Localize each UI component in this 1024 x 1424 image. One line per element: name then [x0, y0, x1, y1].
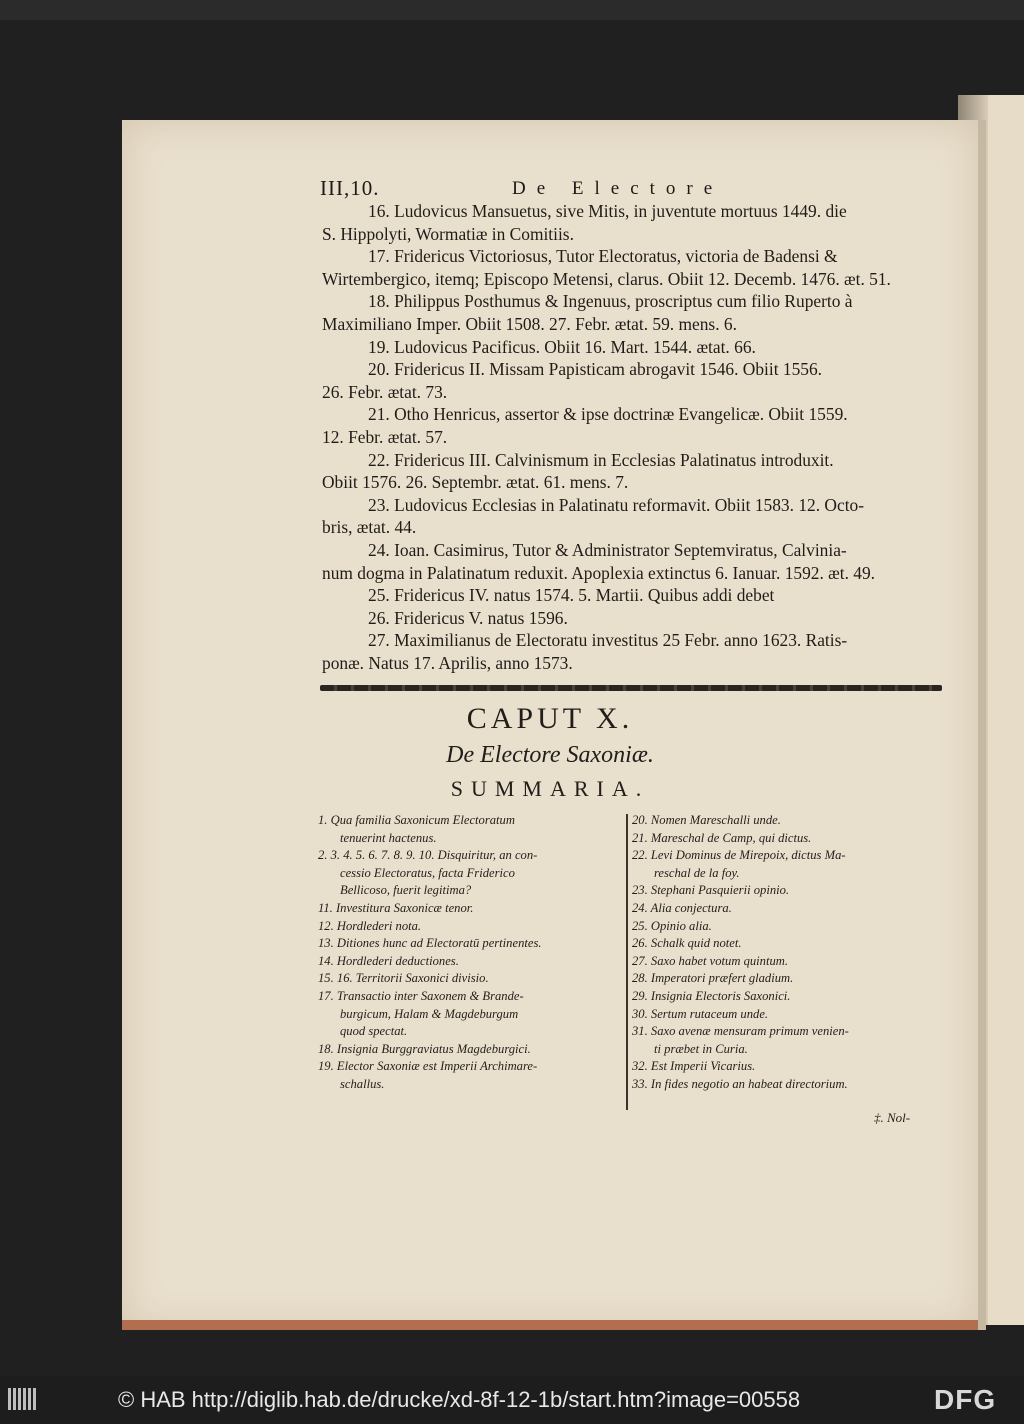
- summary-line: 33. In fides negotio an habeat directorium.: [632, 1076, 848, 1091]
- summary-line: 11. Investitura Saxonicæ tenor.: [318, 900, 474, 915]
- summary-line: reschal de la foy.: [654, 865, 740, 880]
- text-line: 17. Fridericus Victoriosus, Tutor Electoratus, victoria de Badensi &: [368, 246, 838, 267]
- text-line: 21. Otho Henricus, assertor & ipse doctrinæ Evangelicæ. Obiit 1559.: [368, 404, 848, 425]
- text-line: 16. Ludovicus Mansuetus, sive Mitis, in juventute mortuus 1449. die: [368, 201, 847, 221]
- text-line: 26. Febr. ætat. 73.: [322, 381, 448, 402]
- text-line: ponæ. Natus 17. Aprilis, anno 1573.: [322, 652, 573, 673]
- summary-line: 2. 3. 4. 5. 6. 7. 8. 9. 10. Disquiritur, an con-: [318, 848, 538, 863]
- text-line: Maximiliano Imper. Obiit 1508. 27. Febr. ætat. 59. mens. 6.: [322, 313, 737, 334]
- catchword: ‡. Nol-: [874, 1110, 911, 1125]
- text-line: num dogma in Palatinatum reduxit. Apoplexia extinctus 6. Ianuar. 1592. æt. 49.: [322, 562, 876, 583]
- column-divider: [626, 814, 628, 1110]
- summary-line: 24. Alia conjectura.: [632, 900, 732, 915]
- summary-line: 12. Hordlederi nota.: [318, 918, 422, 933]
- summary-line: cessio Electoratus, facta Friderico: [340, 865, 515, 880]
- text-line: 23. Ludovicus Ecclesias in Palatinatu reformavit. Obiit 1583. 12. Octo-: [368, 494, 865, 515]
- running-title: De Electore: [512, 178, 724, 199]
- text-line: 25. Fridericus IV. natus 1574. 5. Martii. Quibus addi debet: [368, 585, 775, 606]
- summary-line: tenuerint hactenus.: [340, 830, 437, 845]
- page-number: III,10.: [320, 176, 380, 200]
- text-line: bris, ætat. 44.: [322, 517, 417, 538]
- summary-line: 26. Schalk quid notet.: [632, 936, 742, 951]
- summary-line: 20. Nomen Mareschalli unde.: [632, 813, 781, 827]
- text-line: 12. Febr. ætat. 57.: [322, 426, 448, 447]
- summary-line: 27. Saxo habet votum quintum.: [632, 953, 789, 968]
- summary-line: schallus.: [340, 1076, 385, 1091]
- top-strip: [0, 0, 1024, 20]
- summary-line: 29. Insignia Electoris Saxonici.: [632, 988, 791, 1003]
- dfg-logo: DFG: [934, 1384, 997, 1415]
- chapter-subtitle: De Electore Saxoniæ.: [446, 742, 654, 768]
- summary-line: 28. Imperatori præfert gladium.: [632, 971, 794, 986]
- body-text: [322, 200, 948, 674]
- summary-line: 30. Sertum rutaceum unde.: [632, 1006, 769, 1021]
- text-line: 26. Fridericus V. natus 1596.: [368, 607, 568, 628]
- summary-line: burgicum, Halam & Magdeburgum: [340, 1006, 519, 1021]
- copyright-link[interactable]: © HAB http://diglib.hab.de/drucke/xd-8f-12-1b/start.htm?image=00558: [118, 1387, 801, 1412]
- text-line: 24. Ioan. Casimirus, Tutor & Administrator Septemviratus, Calvinia-: [368, 539, 847, 560]
- text-line: 27. Maximilianus de Electoratu investitus 25 Febr. anno 1623. Ratis-: [368, 630, 848, 651]
- summary-line: 31. Saxo avenæ mensuram primum venien-: [632, 1024, 849, 1039]
- ornamental-rule: [320, 685, 942, 691]
- summary-line: 32. Est Imperii Vicarius.: [632, 1059, 756, 1074]
- summary-line: 21. Mareschal de Camp, qui dictus.: [632, 830, 812, 845]
- text-line: Wirtembergico, itemq; Episcopo Metensi, clarus. Obiit 12. Decemb. 1476. æt. 51.: [322, 268, 891, 289]
- text-line: 20. Fridericus II. Missam Papisticam abrogavit 1546. Obiit 1556.: [368, 359, 823, 380]
- text-line: 22. Fridericus III. Calvinismum in Ecclesias Palatinatus introduxit.: [368, 449, 834, 470]
- text-line: 19. Ludovicus Pacificus. Obiit 16. Mart. 1544. ætat. 66.: [368, 336, 756, 357]
- summary-line: 17. Transactio inter Saxonem & Brande-: [318, 988, 524, 1003]
- summary-line: 25. Opinio alia.: [632, 918, 712, 933]
- summary-line: 13. Ditiones hunc ad Electoratū pertinentes.: [318, 936, 542, 951]
- summary-line: Bellicoso, fuerit legitima?: [340, 883, 472, 898]
- text-line: S. Hippolyti, Wormatiæ in Comitiis.: [322, 223, 574, 244]
- summary-line: 18. Insignia Burggraviatus Magdeburgici.: [318, 1041, 531, 1056]
- text-line: 18. Philippus Posthumus & Ingenuus, proscriptus cum filio Ruperto à: [368, 291, 853, 312]
- summary-line: 22. Levi Dominus de Mirepoix, dictus Ma-: [632, 848, 846, 863]
- summary-line: 1. Qua familia Saxonicum Electoratum: [318, 813, 515, 827]
- summary-line: 14. Hordlederi deductiones.: [318, 953, 459, 968]
- book-page: [122, 120, 986, 1330]
- summary-line: 15. 16. Territorii Saxonici divisio.: [318, 971, 489, 986]
- barcode-icon: [8, 1388, 44, 1412]
- summary-line: quod spectat.: [340, 1024, 408, 1039]
- summaria-left-column: [318, 812, 618, 1094]
- chapter-heading: CAPUT X.: [466, 702, 634, 735]
- summaria-label: SUMMARIA.: [450, 776, 650, 801]
- page-bottom-edge: [122, 1320, 978, 1330]
- text-line: Obiit 1576. 26. Septembr. ætat. 61. mens. 7.: [322, 472, 629, 493]
- summary-line: 23. Stephani Pasquierii opinio.: [632, 883, 790, 898]
- viewer-footer: [0, 1376, 1024, 1424]
- summary-line: ti præbet in Curia.: [654, 1041, 748, 1056]
- summary-line: 19. Elector Saxoniæ est Imperii Archimare-: [318, 1059, 538, 1074]
- summaria-right-column: [632, 812, 952, 1094]
